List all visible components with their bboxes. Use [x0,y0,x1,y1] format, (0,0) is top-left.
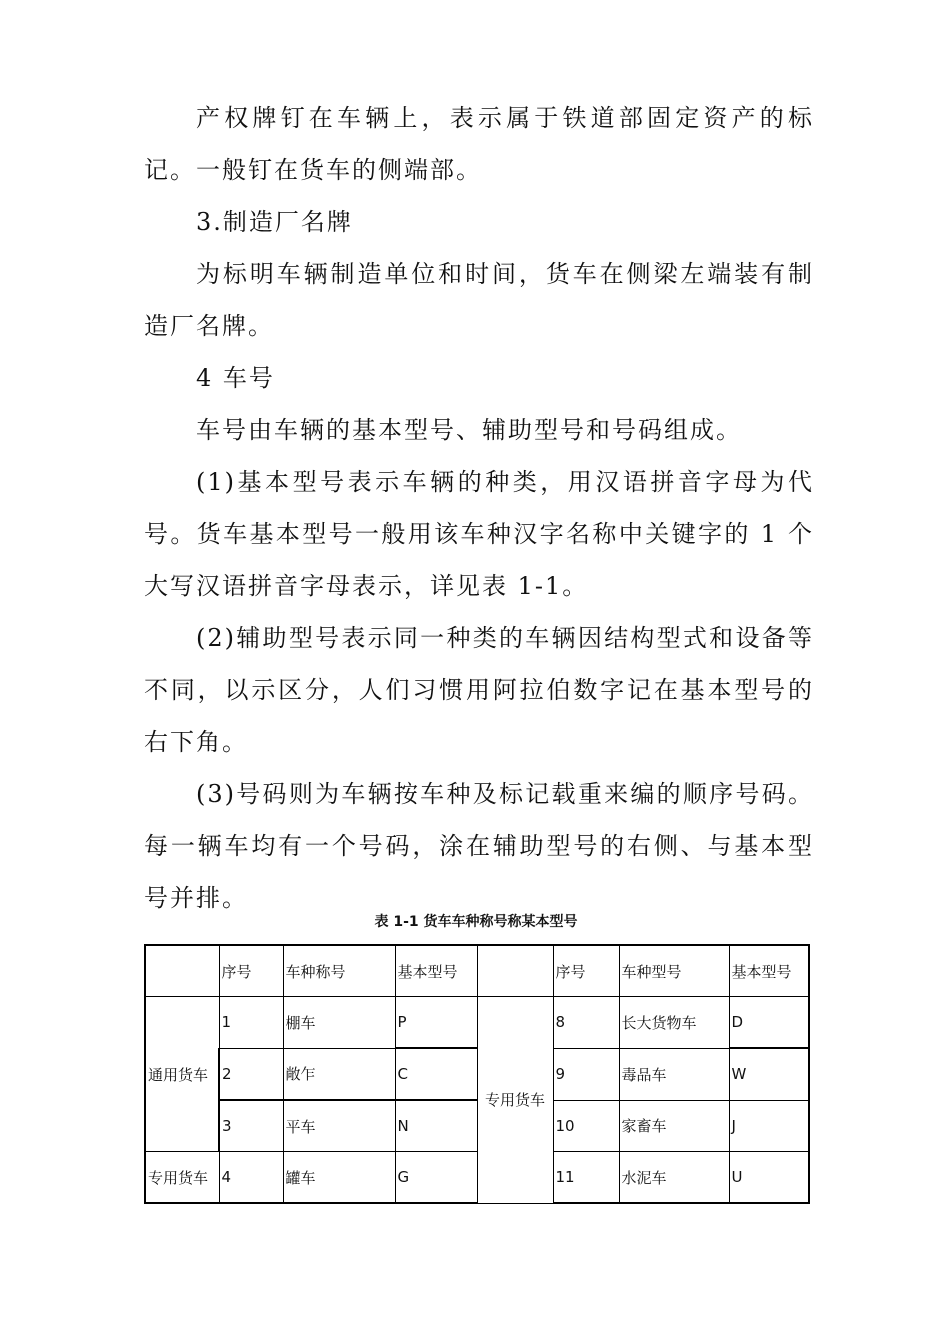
paragraph-auxiliary-model: (2)辅助型号表示同一种类的车辆因结构型式和设备等不同，以示区分，人们习惯用阿拉伯数字记在基本型号的右下角。 [144,624,814,756]
cell-name: 棚车 [283,997,395,1049]
cell-no-right: 10 [553,1100,619,1152]
group-label-general: 通用货车 [145,997,219,1152]
cell-name-right: 长大货物车 [619,997,729,1049]
header-cell-group-right [477,945,553,997]
cell-no-right: 8 [553,997,619,1049]
cell-name-right: 毒品车 [619,1048,729,1100]
cell-code-right: W [729,1048,809,1100]
header-cell-name: 车种称号 [283,945,395,997]
paragraph-serial-number: (3)号码则为车辆按车种及标记载重来编的顺序号码。每一辆车均有一个号码，涂在辅助型号的右侧、与基本型号并排。 [144,780,814,912]
cell-code: N [395,1100,477,1152]
cell-no: 2 [219,1048,283,1100]
cell-no-right: 11 [553,1152,619,1204]
cell-name: 敞乍 [283,1048,395,1100]
paragraph-property-plate: 产权牌钉在车辆上，表示属于铁道部固定资产的标记。一般钉在货车的侧端部。 [144,104,814,184]
cell-name: 罐车 [283,1152,395,1204]
cell-name-right: 水泥车 [619,1152,729,1204]
cell-code: G [395,1152,477,1204]
cell-name-right: 家畜车 [619,1100,729,1152]
paragraph-car-number-intro: 车号由车辆的基本型号、辅助型号和号码组成。 [196,416,742,444]
paragraph-manufacturer-plate: 为标明车辆制造单位和时间，货车在侧梁左端装有制造厂名牌。 [144,260,814,340]
cell-code-right: U [729,1152,809,1204]
header-cell-code-right: 基本型号 [729,945,809,997]
cell-code: C [395,1048,477,1100]
freight-car-table [144,944,810,1204]
document-body [144,92,814,924]
heading-manufacturer-plate: 3.制造厂名牌 [196,208,353,236]
heading-car-number: 4 车号 [196,364,275,392]
cell-code-right: J [729,1100,809,1152]
header-cell-group [145,945,219,997]
table-header-row [145,945,809,997]
cell-no: 3 [219,1100,283,1152]
table-caption: 表 1-1 货车车种称号称某本型号 [374,914,578,930]
cell-code: P [395,997,477,1049]
header-cell-no-right: 序号 [553,945,619,997]
header-cell-name-right: 车种型号 [619,945,729,997]
header-cell-code: 基本型号 [395,945,477,997]
cell-no: 4 [219,1152,283,1204]
cell-code-right: D [729,997,809,1049]
cell-name: 平车 [283,1100,395,1152]
group-label-special-left: 专用货车 [145,1152,219,1204]
group-label-special-right: 专用货车 [477,997,553,1204]
paragraph-basic-model: (1)基本型号表示车辆的种类，用汉语拼音字母为代号。货车基本型号一般用该车种汉字名称中关键字的 1 个大写汉语拼音字母表示，详见表 1-1。 [144,468,814,600]
table-row [145,997,809,1049]
cell-no: 1 [219,997,283,1049]
header-cell-no: 序号 [219,945,283,997]
cell-no-right: 9 [553,1048,619,1100]
